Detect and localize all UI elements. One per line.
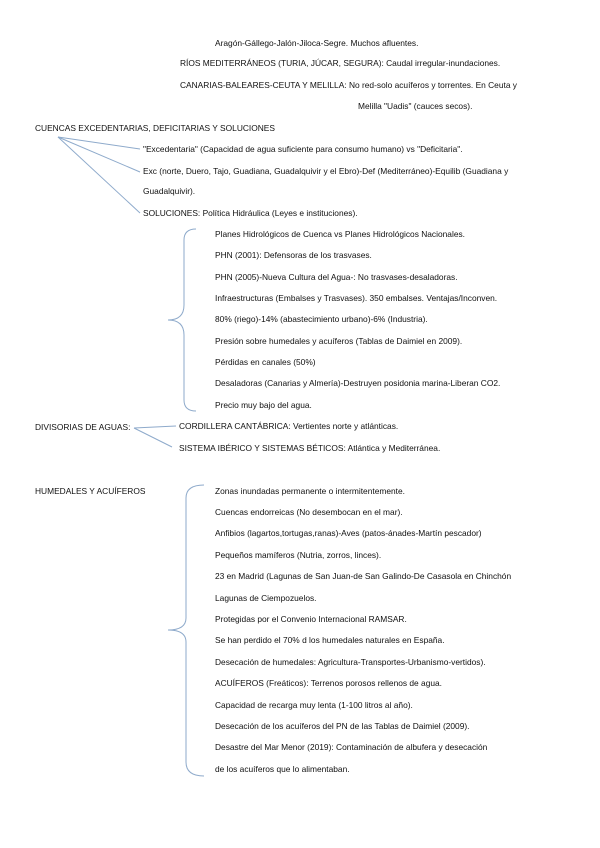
humedal-item: ACUÍFEROS (Freáticos): Terrenos porosos rellenos de agua. [215, 678, 442, 688]
humedal-item: Anfibios (lagartos,tortugas,ranas)-Aves (patos-ánades-Martín pescador) [215, 528, 482, 538]
humedal-item: Cuencas endorreicas (No desembocan en el mar). [215, 507, 403, 517]
humedal-item: Protegidas por el Convenio Internacional RAMSAR. [215, 614, 407, 624]
branch-line-soluciones [58, 137, 140, 213]
branch-line-exc [58, 137, 140, 172]
branch-line-excedentaria [58, 137, 140, 149]
humedal-item: Pequeños mamíferos (Nutria, zorros, linces). [215, 550, 382, 560]
rivers-line-2: RÍOS MEDITERRÁNEOS (TURIA, JÚCAR, SEGURA): Caudal irregular-inundaciones. [180, 58, 501, 68]
exc-text-line-1: Exc (norte, Duero, Tajo, Guadiana, Guadalquivir y el Ebro)-Def (Mediterráneo)-Equilib (Guadiana y [143, 166, 509, 176]
divisorias-heading: DIVISORIAS DE AGUAS: [35, 422, 131, 432]
soluciones-text: SOLUCIONES: Política Hidráulica (Leyes e instituciones). [143, 208, 358, 218]
cordillera-text: CORDILLERA CANTÁBRICA: Vertientes norte y atlánticas. [179, 421, 399, 431]
solucion-item: PHN (2001): Defensoras de los trasvases. [215, 250, 372, 260]
branch-line-cordillera [134, 426, 176, 428]
solucion-item: 80% (riego)-14% (abastecimiento urbano)-6% (Industria). [215, 314, 428, 324]
humedales-brace [168, 485, 204, 776]
excedentaria-text: "Excedentaria" (Capacidad de agua suficiente para consumo humano) vs "Deficitaria". [143, 144, 463, 154]
solucion-item: Presión sobre humedales y acuíferos (Tablas de Daimiel en 2009). [215, 336, 463, 346]
rivers-line-1: Aragón-Gállego-Jalón-Jiloca-Segre. Muchos afluentes. [215, 38, 419, 48]
rivers-line-3: CANARIAS-BALEARES-CEUTA Y MELILLA: No red-solo acuíferos y torrentes. En Ceuta y [180, 80, 517, 90]
humedal-item: Lagunas de Ciempozuelos. [215, 593, 317, 603]
exc-text-line-2: Guadalquivir). [143, 186, 196, 196]
solucion-item: Precio muy bajo del agua. [215, 400, 312, 410]
humedal-item: Capacidad de recarga muy lenta (1-100 litros al año). [215, 700, 413, 710]
solucion-item: Desaladoras (Canarias y Almería)-Destruyen posidonia marina-Liberan CO2. [215, 378, 501, 388]
solucion-item: Planes Hidrológicos de Cuenca vs Planes Hidrológicos Nacionales. [215, 229, 465, 239]
sistema-text: SISTEMA IBÉRICO Y SISTEMAS BÉTICOS: Atlántica y Mediterránea. [179, 443, 441, 453]
humedal-item: Se han perdido el 70% d los humedales naturales en España. [215, 635, 445, 645]
solucion-item: Pérdidas en canales (50%) [215, 357, 316, 367]
humedal-item: Desecación de los acuíferos del PN de las Tablas de Daimiel (2009). [215, 721, 470, 731]
branch-line-sistema [134, 428, 172, 447]
solucion-item: PHN (2005)-Nueva Cultura del Agua-: No trasvases-desaladoras. [215, 272, 458, 282]
humedal-item: 23 en Madrid (Lagunas de San Juan-de San Galindo-De Casasola en Chinchón [215, 571, 512, 581]
humedales-heading: HUMEDALES Y ACUÍFEROS [35, 486, 146, 496]
cuencas-heading: CUENCAS EXCEDENTARIAS, DEFICITARIAS Y SOLUCIONES [35, 123, 275, 133]
rivers-line-4: Melilla "Uadis" (cauces secos). [358, 101, 473, 111]
humedal-item: de los acuíferos que lo alimentaban. [215, 764, 350, 774]
humedal-item: Desastre del Mar Menor (2019): Contaminación de albufera y desecación [215, 742, 488, 752]
humedal-item: Zonas inundadas permanente o intermitentemente. [215, 486, 405, 496]
soluciones-brace [168, 229, 196, 411]
humedal-item: Desecación de humedales: Agricultura-Transportes-Urbanismo-vertidos). [215, 657, 486, 667]
solucion-item: Infraestructuras (Embalses y Trasvases). 350 embalses. Ventajas/Inconven. [215, 293, 498, 303]
